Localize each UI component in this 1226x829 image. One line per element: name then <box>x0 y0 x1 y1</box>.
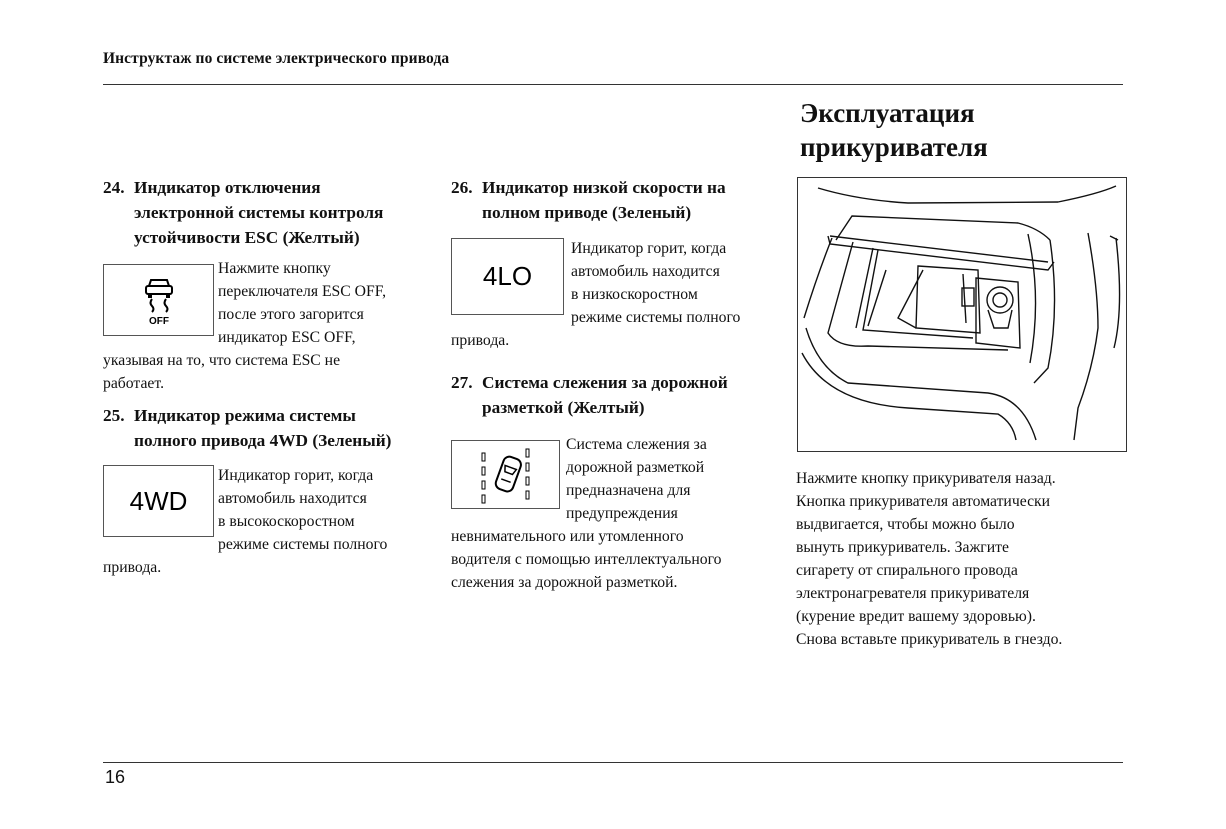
section-26-tail <box>451 329 509 352</box>
section-24-title-line: Индикатор отключения <box>134 178 321 197</box>
section-27-text-line: предупреждения <box>566 505 678 522</box>
section-26-body <box>571 237 740 329</box>
section-26-title-line: Индикатор низкой скорости на <box>482 178 726 197</box>
section-27-body <box>566 433 707 525</box>
cigarette-lighter-illustration <box>797 177 1127 452</box>
lighter-title-line: Эксплуатация <box>800 98 975 128</box>
section-26-tail-line: привода. <box>451 332 510 349</box>
section-27-number: 27. <box>451 373 473 392</box>
section-25-heading <box>103 403 443 453</box>
section-26-title-line: полном приводе (Зеленый) <box>482 203 692 222</box>
page-number: 16 <box>105 767 126 787</box>
section-27-tail-line: водителя с помощью интеллектуального <box>451 551 722 568</box>
section-24-tail <box>103 349 340 395</box>
section-26-text-line: Индикатор горит, когда <box>571 240 727 257</box>
section-24-tail-line: указывая на то, что система ESC не <box>103 352 341 369</box>
header-divider <box>103 84 1123 85</box>
section-27-tail-line: невнимательного или утомленного <box>451 528 684 545</box>
section-26-text-line: автомобиль находится <box>571 263 720 280</box>
lighter-section-title <box>800 96 988 164</box>
4wd-indicator-icon <box>103 465 214 537</box>
section-27-title-line: разметкой (Желтый) <box>482 398 645 417</box>
section-26-text-line: в низкоскоростном <box>571 286 698 303</box>
section-24-tail-line: работает. <box>103 375 164 392</box>
section-27-tail-line: слежения за дорожной разметкой. <box>451 574 678 591</box>
section-27-heading <box>451 370 791 420</box>
lighter-body <box>796 467 1126 651</box>
4lo-icon-label: 4LO <box>482 261 533 291</box>
section-27-text-line: Система слежения за <box>566 436 707 453</box>
section-25-text-line: автомобиль находится <box>218 490 367 507</box>
section-24-body <box>218 257 386 349</box>
lighter-text-line: Снова вставьте прикуриватель в гнездо. <box>796 631 1063 648</box>
section-26-heading <box>451 175 791 225</box>
lighter-text-line: выдвигается, чтобы можно было <box>796 516 1015 533</box>
section-26-text-line: режиме системы полного <box>571 309 741 326</box>
section-25-tail-line: привода. <box>103 559 162 576</box>
lighter-text-line: вынуть прикуриватель. Зажгите <box>796 539 1009 556</box>
section-24-title-line: электронной системы контроля <box>134 203 384 222</box>
lane-departure-indicator-icon <box>451 440 560 509</box>
lighter-text-line: (курение вредит вашему здоровью). <box>796 608 1036 625</box>
section-27-text-line: предназначена для <box>566 482 691 499</box>
lighter-text-line: электронагревателя прикуривателя <box>796 585 1030 602</box>
section-25-text-line: Индикатор горит, когда <box>218 467 374 484</box>
lane-car-icon <box>476 445 536 505</box>
lighter-text-line: сигарету от спирального провода <box>796 562 1018 579</box>
car-skid-icon <box>139 275 179 325</box>
page-header-title: Инструктаж по системе электрического привода <box>103 50 450 67</box>
4wd-icon-label: 4WD <box>129 485 188 516</box>
section-25-text-line: в высокоскоростном <box>218 513 355 530</box>
section-24-number: 24. <box>103 178 125 197</box>
section-27-tail <box>451 525 721 594</box>
section-24-text-line: индикатор ESC OFF, <box>218 329 356 346</box>
section-27-text-line: дорожной разметкой <box>566 459 705 476</box>
section-25-tail <box>103 556 161 579</box>
lighter-text-line: Нажмите кнопку прикуривателя назад. <box>796 470 1056 487</box>
lighter-title-line: прикуривателя <box>800 132 988 162</box>
section-25-text-line: режиме системы полного <box>218 536 388 553</box>
section-26-number: 26. <box>451 178 473 197</box>
section-25-body <box>218 464 387 556</box>
section-24-heading <box>103 175 443 250</box>
lighter-console-drawing <box>798 178 1126 451</box>
footer-divider <box>103 762 1123 763</box>
section-24-text-line: после этого загорится <box>218 306 364 323</box>
section-25-title-line: Индикатор режима системы <box>134 406 356 425</box>
section-24-title-line: устойчивости ESC (Желтый) <box>134 228 360 247</box>
section-24-text-line: переключателя ESC OFF, <box>218 283 387 300</box>
4lo-indicator-icon <box>451 238 564 315</box>
esc-icon-label: OFF <box>148 316 169 325</box>
esc-off-indicator-icon <box>103 264 214 336</box>
section-25-number: 25. <box>103 406 125 425</box>
section-24-text-line: Нажмите кнопку <box>218 260 331 277</box>
section-25-title-line: полного привода 4WD (Зеленый) <box>134 431 392 450</box>
section-27-title-line: Система слежения за дорожной <box>482 373 728 392</box>
lighter-text-line: Кнопка прикуривателя автоматически <box>796 493 1051 510</box>
